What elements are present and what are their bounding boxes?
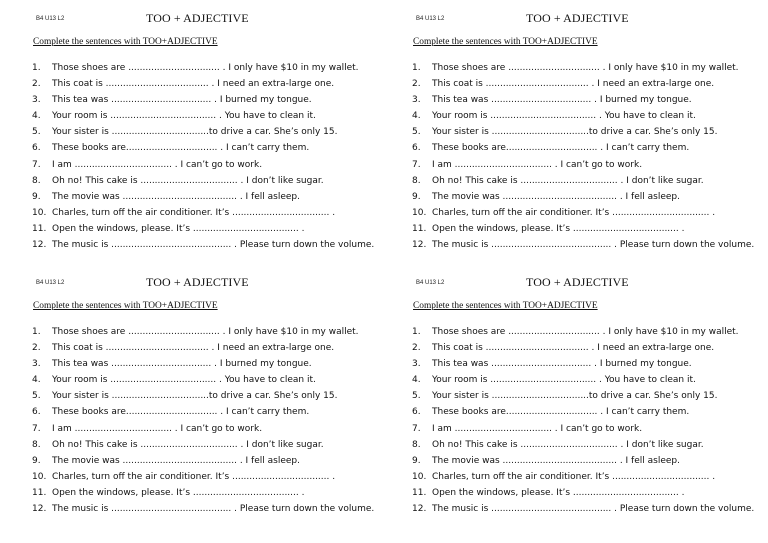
item-sentence: Your sister is ..................................to drive a car. She’s only 15.: [52, 391, 338, 402]
exercise-item: [412, 388, 754, 404]
item-sentence: The movie was ........................................ . I fell asleep.: [432, 455, 680, 466]
item-number: 3.: [32, 359, 41, 370]
item-sentence: This tea was ................................... . I burned my tongue.: [52, 95, 312, 106]
item-number: 11.: [32, 487, 47, 498]
item-number: 9.: [32, 191, 41, 202]
exercise-item: [32, 76, 374, 92]
worksheet-title: TOO + ADJECTIVE: [146, 275, 249, 289]
exercise-item: [412, 372, 754, 388]
item-sentence: Charles, turn off the air conditioner. It’s .................................. .: [52, 207, 336, 218]
exercise-item: [412, 421, 754, 437]
item-number: 5.: [412, 391, 421, 402]
item-sentence: This tea was ................................... . I burned my tongue.: [432, 359, 692, 370]
item-sentence: Oh no! This cake is .................................. . I don’t like sugar.: [52, 439, 324, 450]
item-sentence: This coat is .................................... . I need an extra-large one.: [432, 343, 715, 354]
exercise-item: [412, 404, 754, 420]
exercise-list: [412, 60, 754, 253]
item-sentence: Those shoes are ................................ . I only have $10 in my wallet.: [432, 327, 739, 337]
exercise-item: [412, 324, 754, 340]
item-number: 7.: [32, 159, 41, 170]
exercise-list: [32, 60, 374, 253]
item-sentence: Your sister is ..................................to drive a car. She’s only 15.: [432, 391, 718, 402]
exercise-item: [32, 340, 374, 356]
exercise-item: [32, 92, 374, 108]
exercise-item: [412, 124, 754, 140]
exercise-item: [412, 356, 754, 372]
item-sentence: Oh no! This cake is .................................. . I don’t like sugar.: [52, 175, 324, 186]
item-sentence: Those shoes are ................................ . I only have $10 in my wallet.: [432, 63, 739, 73]
exercise-item: [412, 501, 754, 517]
worksheet-copy-bottom-right: [408, 272, 768, 532]
item-number: 12.: [32, 240, 47, 251]
item-number: 10.: [32, 471, 47, 482]
exercise-item: [32, 237, 374, 253]
item-sentence: I am .................................. . I can’t go to work.: [432, 159, 643, 170]
item-number: 11.: [412, 223, 427, 234]
exercise-item: [412, 205, 754, 221]
item-sentence: I am .................................. . I can’t go to work.: [432, 423, 643, 434]
item-number: 4.: [412, 111, 421, 122]
item-number: 8.: [412, 439, 421, 450]
exercise-item: [32, 124, 374, 140]
exercise-item: [412, 92, 754, 108]
exercise-list: [412, 324, 754, 517]
exercise-item: [412, 221, 754, 237]
item-sentence: The music is .......................................... . Please turn down the volume.: [432, 504, 755, 515]
item-number: 5.: [32, 391, 41, 402]
exercise-item: [32, 388, 374, 404]
item-sentence: The music is .......................................... . Please turn down the volume.: [52, 240, 375, 251]
item-number: 11.: [32, 223, 47, 234]
exercise-item: [32, 157, 374, 173]
item-number: 10.: [412, 207, 427, 218]
item-sentence: I am .................................. . I can’t go to work.: [52, 159, 263, 170]
worksheet-code: B4 U13 L2: [416, 16, 445, 22]
item-sentence: Your room is ..................................... . You have to clean it.: [432, 375, 696, 386]
exercise-item: [32, 324, 374, 340]
item-number: 4.: [412, 375, 421, 386]
item-sentence: Oh no! This cake is .................................. . I don’t like sugar.: [432, 175, 704, 186]
exercise-item: [32, 453, 374, 469]
exercise-item: [32, 485, 374, 501]
item-sentence: I am .................................. . I can’t go to work.: [52, 423, 263, 434]
exercise-item: [412, 189, 754, 205]
item-number: 9.: [412, 191, 421, 202]
item-number: 1.: [32, 63, 41, 73]
exercise-item: [412, 108, 754, 124]
item-number: 7.: [32, 423, 41, 434]
exercise-item: [412, 485, 754, 501]
worksheet-instruction: Complete the sentences with TOO+ADJECTIVE: [33, 301, 218, 311]
exercise-item: [32, 469, 374, 485]
item-sentence: Your room is ..................................... . You have to clean it.: [432, 111, 696, 122]
item-number: 12.: [32, 504, 47, 515]
exercise-item: [32, 221, 374, 237]
item-sentence: These books are................................ . I can’t carry them.: [432, 407, 690, 418]
item-number: 2.: [412, 79, 421, 90]
exercise-item: [412, 173, 754, 189]
exercise-item: [412, 340, 754, 356]
worksheet-title: TOO + ADJECTIVE: [526, 275, 629, 289]
item-number: 1.: [412, 63, 421, 73]
exercise-item: [32, 173, 374, 189]
item-sentence: These books are................................ . I can’t carry them.: [52, 407, 310, 418]
exercise-item: [32, 189, 374, 205]
worksheet-code: B4 U13 L2: [416, 280, 445, 286]
item-number: 6.: [412, 143, 421, 154]
item-sentence: Those shoes are ................................ . I only have $10 in my wallet.: [52, 63, 359, 73]
item-sentence: The movie was ........................................ . I fell asleep.: [52, 191, 300, 202]
item-sentence: The music is .......................................... . Please turn down the volume.: [432, 240, 755, 251]
item-number: 2.: [32, 79, 41, 90]
exercise-item: [32, 205, 374, 221]
item-sentence: The movie was ........................................ . I fell asleep.: [52, 455, 300, 466]
item-number: 3.: [412, 359, 421, 370]
item-number: 1.: [412, 327, 421, 337]
exercise-item: [412, 469, 754, 485]
item-sentence: Open the windows, please. It’s ..................................... .: [52, 223, 305, 234]
item-number: 7.: [412, 423, 421, 434]
item-sentence: This coat is .................................... . I need an extra-large one.: [52, 79, 335, 90]
exercise-item: [412, 60, 754, 76]
item-sentence: These books are................................ . I can’t carry them.: [52, 143, 310, 154]
item-sentence: Oh no! This cake is .................................. . I don’t like sugar.: [432, 439, 704, 450]
item-sentence: Charles, turn off the air conditioner. It’s .................................. .: [432, 207, 716, 218]
item-number: 9.: [412, 455, 421, 466]
item-number: 12.: [412, 504, 427, 515]
exercise-item: [32, 501, 374, 517]
item-number: 8.: [412, 175, 421, 186]
worksheet-instruction: Complete the sentences with TOO+ADJECTIVE: [33, 37, 218, 47]
item-number: 10.: [412, 471, 427, 482]
worksheet-code: B4 U13 L2: [36, 16, 65, 22]
item-sentence: Your room is ..................................... . You have to clean it.: [52, 375, 316, 386]
exercise-item: [32, 356, 374, 372]
item-sentence: Open the windows, please. It’s ..................................... .: [52, 487, 305, 498]
exercise-item: [32, 108, 374, 124]
item-number: 2.: [32, 343, 41, 354]
item-number: 6.: [412, 407, 421, 418]
item-sentence: This tea was ................................... . I burned my tongue.: [52, 359, 312, 370]
item-number: 5.: [32, 127, 41, 138]
item-number: 6.: [32, 407, 41, 418]
item-sentence: Open the windows, please. It’s ..................................... .: [432, 223, 685, 234]
exercise-item: [32, 437, 374, 453]
worksheet-instruction: Complete the sentences with TOO+ADJECTIVE: [413, 301, 598, 311]
item-sentence: Your room is ..................................... . You have to clean it.: [52, 111, 316, 122]
item-sentence: Charles, turn off the air conditioner. It’s .................................. .: [432, 471, 716, 482]
item-sentence: Your sister is ..................................to drive a car. She’s only 15.: [52, 127, 338, 138]
worksheet-title: TOO + ADJECTIVE: [146, 11, 249, 25]
item-sentence: This coat is .................................... . I need an extra-large one.: [432, 79, 715, 90]
item-number: 2.: [412, 343, 421, 354]
item-sentence: Charles, turn off the air conditioner. It’s .................................. .: [52, 471, 336, 482]
exercise-list: [32, 324, 374, 517]
exercise-item: [412, 76, 754, 92]
exercise-item: [32, 60, 374, 76]
exercise-item: [412, 237, 754, 253]
exercise-item: [32, 140, 374, 156]
worksheet-copy-bottom-left: [28, 272, 388, 532]
item-number: 7.: [412, 159, 421, 170]
item-number: 11.: [412, 487, 427, 498]
item-number: 4.: [32, 111, 41, 122]
item-number: 12.: [412, 240, 427, 251]
item-number: 1.: [32, 327, 41, 337]
item-number: 5.: [412, 127, 421, 138]
worksheet-instruction: Complete the sentences with TOO+ADJECTIVE: [413, 37, 598, 47]
worksheet-copy-top-right: [408, 8, 768, 268]
worksheet-title: TOO + ADJECTIVE: [526, 11, 629, 25]
item-number: 6.: [32, 143, 41, 154]
exercise-item: [32, 421, 374, 437]
item-sentence: This coat is .................................... . I need an extra-large one.: [52, 343, 335, 354]
item-sentence: These books are................................ . I can’t carry them.: [432, 143, 690, 154]
worksheet-copy-top-left: [28, 8, 388, 268]
item-sentence: Open the windows, please. It’s ..................................... .: [432, 487, 685, 498]
exercise-item: [412, 157, 754, 173]
item-sentence: This tea was ................................... . I burned my tongue.: [432, 95, 692, 106]
item-number: 8.: [32, 175, 41, 186]
item-number: 8.: [32, 439, 41, 450]
item-number: 3.: [412, 95, 421, 106]
item-sentence: The music is .......................................... . Please turn down the volume.: [52, 504, 375, 515]
exercise-item: [412, 140, 754, 156]
item-number: 3.: [32, 95, 41, 106]
worksheet-code: B4 U13 L2: [36, 280, 65, 286]
exercise-item: [412, 453, 754, 469]
exercise-item: [32, 404, 374, 420]
exercise-item: [32, 372, 374, 388]
item-sentence: Your sister is ..................................to drive a car. She’s only 15.: [432, 127, 718, 138]
item-number: 10.: [32, 207, 47, 218]
item-number: 9.: [32, 455, 41, 466]
item-sentence: The movie was ........................................ . I fell asleep.: [432, 191, 680, 202]
item-number: 4.: [32, 375, 41, 386]
item-sentence: Those shoes are ................................ . I only have $10 in my wallet.: [52, 327, 359, 337]
exercise-item: [412, 437, 754, 453]
